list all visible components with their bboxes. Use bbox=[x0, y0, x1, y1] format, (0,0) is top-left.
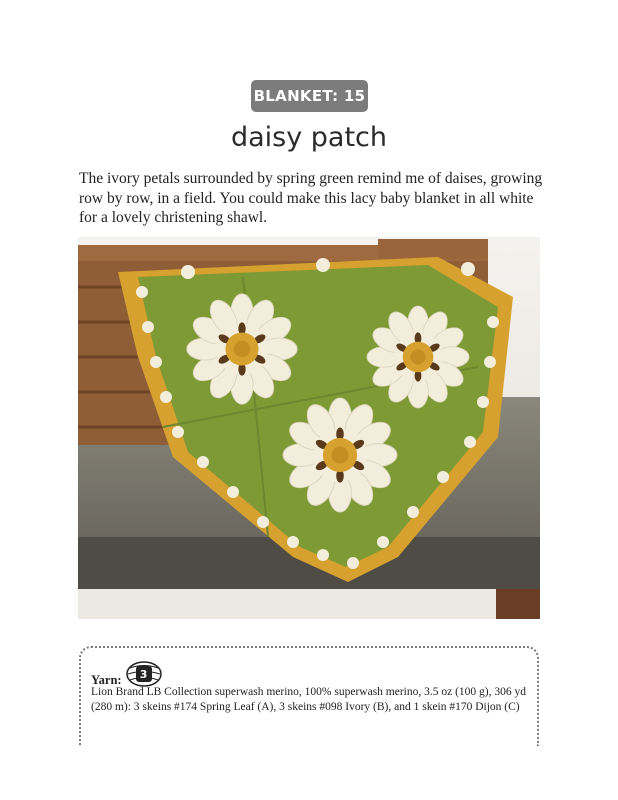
yarn-description: Lion Brand LB Collection superwash merino, 100% superwash merino, 3.5 oz (100 g), 306 yd (280 m): 3 skeins #174 Spring Leaf (A), 3 skeins #098 Ivory (B), and 1 skein #170 Dijon (C) bbox=[91, 686, 527, 713]
yarn-label: Yarn: bbox=[91, 673, 122, 687]
page-title: daisy patch bbox=[230, 122, 388, 153]
yarn-weight-icon bbox=[126, 661, 162, 687]
blanket-photo bbox=[78, 237, 540, 619]
yarn-weight-number: 3 bbox=[136, 666, 152, 682]
intro-paragraph: The ivory petals surrounded by spring green remind me of daises, growing row by row, in a field. You could make this lacy baby blanket in all white for a lovely christening shawl. bbox=[79, 170, 543, 226]
yarn-heading bbox=[91, 661, 162, 687]
chapter-badge: BLANKET: 15 bbox=[251, 80, 368, 112]
